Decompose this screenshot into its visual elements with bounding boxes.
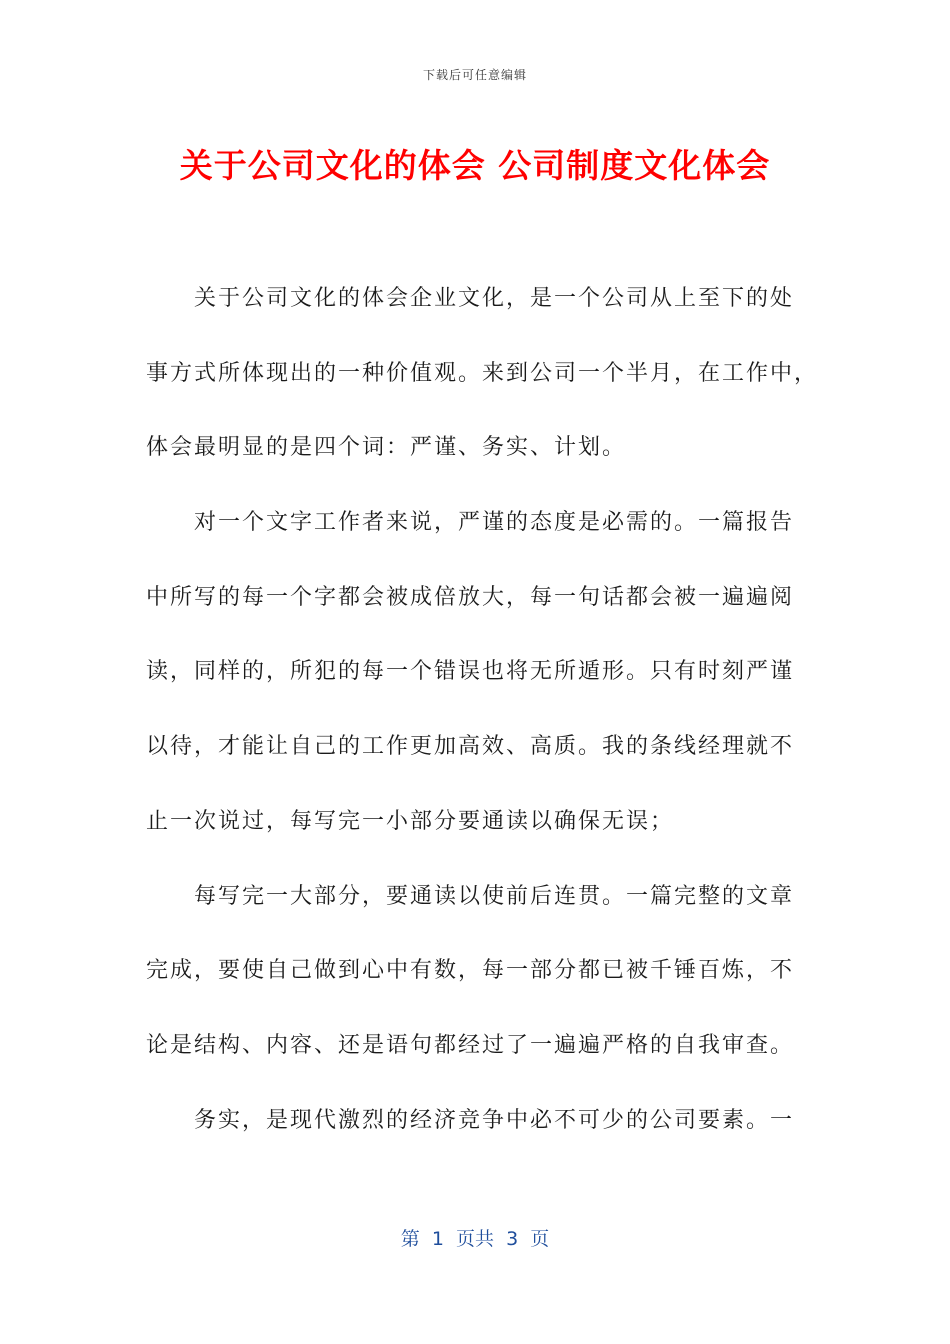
header-note: 下载后可任意编辑 <box>422 68 527 82</box>
text-line: 以待，才能让自己的工作更加高效、高质。我的条线经理就不 <box>146 734 795 760</box>
text-line: 论是结构、内容、还是语句都经过了一遍遍严格的自我审查。 <box>146 1032 795 1058</box>
document-title: 关于公司文化的体会 公司制度文化体会 <box>179 146 771 185</box>
text-line: 每写完一大部分，要通读以使前后连贯。一篇完整的文章 <box>194 883 795 909</box>
text-line: 中所写的每一个字都会被成倍放大，每一句话都会被一遍遍阅 <box>146 584 795 610</box>
text-line: 对一个文字工作者来说，严谨的态度是必需的。一篇报告 <box>194 510 795 536</box>
text-line: 完成，要使自己做到心中有数，每一部分都已被千锤百炼，不 <box>146 958 795 984</box>
text-line: 关于公司文化的体会企业文化，是一个公司从上至下的处 <box>194 286 795 311</box>
text-line: 务实，是现代激烈的经济竞争中必不可少的公司要素。一 <box>194 1107 795 1133</box>
text-line: 体会最明显的是四个词：严谨、务实、计划。 <box>146 435 627 461</box>
page-footer: 第 1 页共 3 页 <box>400 1228 550 1250</box>
text-line: 事方式所体现出的一种价值观。来到公司一个半月，在工作中， <box>146 360 819 386</box>
body-text <box>146 262 819 1158</box>
text-line: 读，同样的，所犯的每一个错误也将无所遁形。只有时刻严谨 <box>146 659 795 685</box>
text-line: 止一次说过，每写完一小部分要通读以确保无误； <box>146 808 675 834</box>
